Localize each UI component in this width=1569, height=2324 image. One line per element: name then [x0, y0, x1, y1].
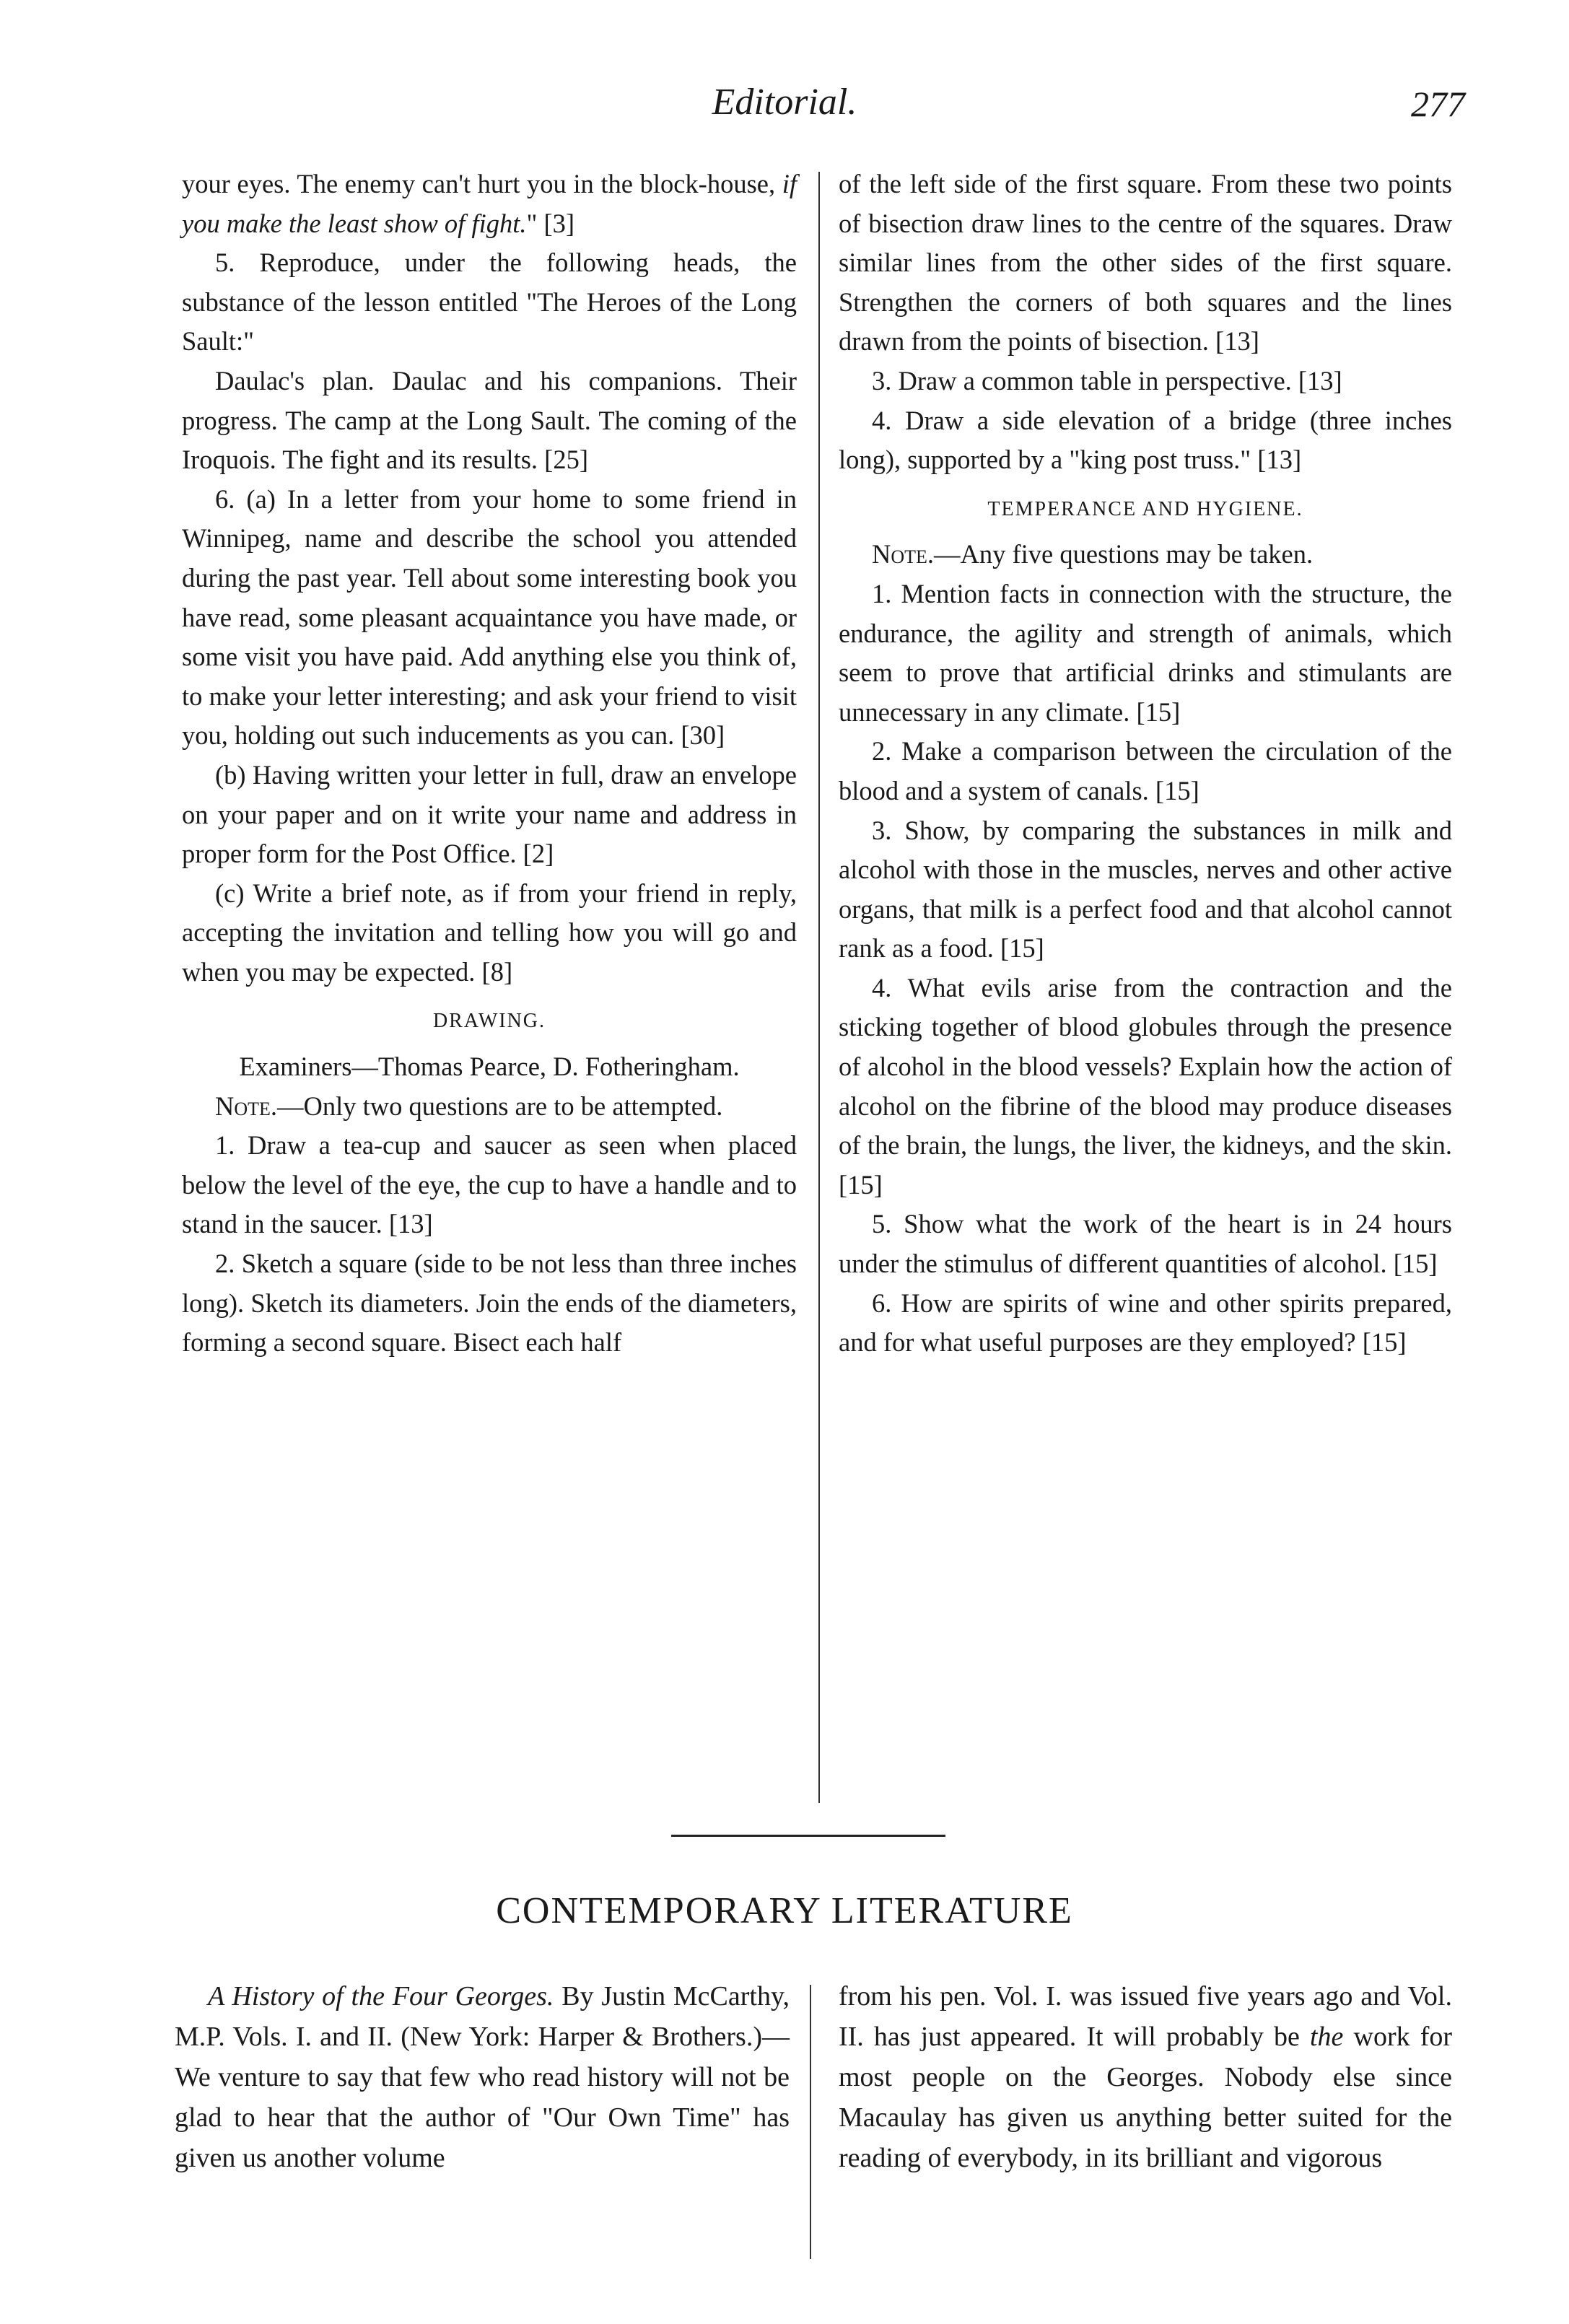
- question-5-heads: Daulac's plan. Daulac and his companions. Their progress. The camp at the Long Sault. The coming of the Iroquois. The fight and its results. [25]: [182, 365, 797, 475]
- column-divider-bottom: [810, 1985, 811, 2259]
- temperance-question-4: 4. What evils arise from the contraction and the sticking together of blood globules through the presence of alcohol in the blood vessels? Explain how the action of alcohol on the fibrine of the blood may produce diseases of the brain, the lungs, the liver, the kidneys, and the skin. [15]: [839, 972, 1452, 1200]
- question-5: 5. Reproduce, under the following heads, the substance of the lesson entitled "The Heroes of the Long Sault:": [182, 248, 797, 357]
- question-6c: [182, 874, 797, 992]
- examiners-line: Examiners—Thomas Pearce, D. Fotheringham.: [239, 1052, 740, 1082]
- drawing-question-2: 2. Sketch a square (side to be not less than three inches long). Sketch its diameters. Join the ends of the diameters, forming a second square. Bisect each half: [182, 1249, 797, 1358]
- section-rule: [671, 1835, 945, 1837]
- section-heading-temperance: TEMPERANCE AND HYGIENE.: [987, 497, 1303, 520]
- drawing-question-2-continued: of the left side of the first square. From these two points of bisection draw lines to the centre of the squares. Draw similar lines from the other sides of the first square. Strengthen the corners of both squares and the lines drawn from the points of bisection. [13]: [839, 169, 1452, 357]
- review-text: work for most people on the Georges. Nobody else since Macaulay has given us anything better suited for the reading of everybody, in its brilliant and vigorous: [839, 2022, 1453, 2173]
- temperance-question-2: 2. Make a comparison between the circulation of the blood and a system of canals. [15]: [839, 736, 1452, 805]
- note-text: —Only two questions are to be attempted.: [277, 1091, 723, 1121]
- drawing-note: [182, 1087, 797, 1127]
- temperance-question-1: 1. Mention facts in connection with the structure, the endurance, the agility and strength of animals, which seem to prove that artificial drinks and stimulants are unnecessary in any climate. [15]: [839, 578, 1452, 727]
- column-divider: [818, 172, 820, 1803]
- question-text: Having written your letter in full, draw an envelope on your paper and on it write your name and address in proper form for the Post Office. [2]: [182, 759, 797, 869]
- question-label: (c): [215, 878, 245, 908]
- review-right-column: [839, 1976, 1452, 2178]
- review-text: By Justin McCarthy, M.P. Vols. I. and II. (New York: Harper & Brothers.)—We venture to say that few who read history will not be glad to hear that the author of "Our Own Time" has given us another volume: [175, 1981, 790, 2173]
- drawing-question-1: 1. Draw a tea-cup and saucer as seen when placed below the level of the eye, the cup to have a handle and to stand in the saucer. [13]: [182, 1130, 797, 1239]
- temperance-note: [839, 535, 1452, 575]
- book-title: A History of the Four Georges.: [208, 1981, 554, 2011]
- review-paragraph: [175, 1976, 790, 2178]
- italic-word: the: [1309, 2022, 1344, 2052]
- drawing-question-3: 3. Draw a common table in perspective. [13]: [872, 365, 1342, 396]
- temperance-question-5: 5. Show what the work of the heart is in 24 hours under the stimulus of different quantities of alcohol. [15]: [839, 1209, 1452, 1279]
- note-label: Note.: [872, 539, 935, 569]
- review-paragraph-continued: [839, 1976, 1452, 2178]
- question-label: 6. (a): [215, 484, 276, 514]
- right-column: [839, 165, 1452, 1363]
- running-header-title: Editorial.: [712, 82, 857, 123]
- review-left-column: [175, 1976, 790, 2178]
- section-heading-drawing: DRAWING.: [432, 1010, 546, 1033]
- paragraph-text: your eyes. The enemy can't hurt you in the block-house,: [182, 169, 782, 198]
- page-number: 277: [1411, 84, 1465, 124]
- italic-phrase: if you make the least show of fight.: [182, 169, 797, 238]
- question-text: Write a brief note, as if from your friend in reply, accepting the invitation and telling how you will go and when you may be expected. [8]: [182, 878, 797, 987]
- question-6a: [182, 480, 797, 756]
- question-label: (b): [215, 759, 246, 790]
- note-text: —Any five questions may be taken.: [934, 539, 1314, 569]
- question-6b: [182, 756, 797, 874]
- paragraph-continuation: [182, 165, 797, 243]
- left-column: [182, 165, 797, 1363]
- contemporary-literature-heading: CONTEMPORARY LITERATURE: [496, 1890, 1073, 1931]
- paragraph-text: " [3]: [526, 208, 575, 238]
- drawing-question-4: 4. Draw a side elevation of a bridge (three inches long), supported by a "king post truss." [13]: [839, 405, 1452, 475]
- note-label: Note.: [215, 1091, 278, 1121]
- review-text: from his pen. Vol. I. was issued five years ago and Vol. II. has just appeared. It will probably be: [839, 1981, 1452, 2052]
- question-text: In a letter from your home to some friend in Winnipeg, name and describe the school you attended during the past year. Tell about some interesting book you have read, some pleasant acquaintance you have made, or some visit you have paid. Add anything else you think of, to make your letter interesting; and ask your friend to visit you, holding out such inducements as you can. [30]: [182, 484, 797, 751]
- temperance-question-6: 6. How are spirits of wine and other spirits prepared, and for what useful purposes are they employed? [15]: [839, 1288, 1452, 1358]
- temperance-question-3: 3. Show, by comparing the substances in milk and alcohol with those in the muscles, nerves and other active organs, that milk is a perfect food and that alcohol cannot rank as a food. [15]: [839, 815, 1452, 964]
